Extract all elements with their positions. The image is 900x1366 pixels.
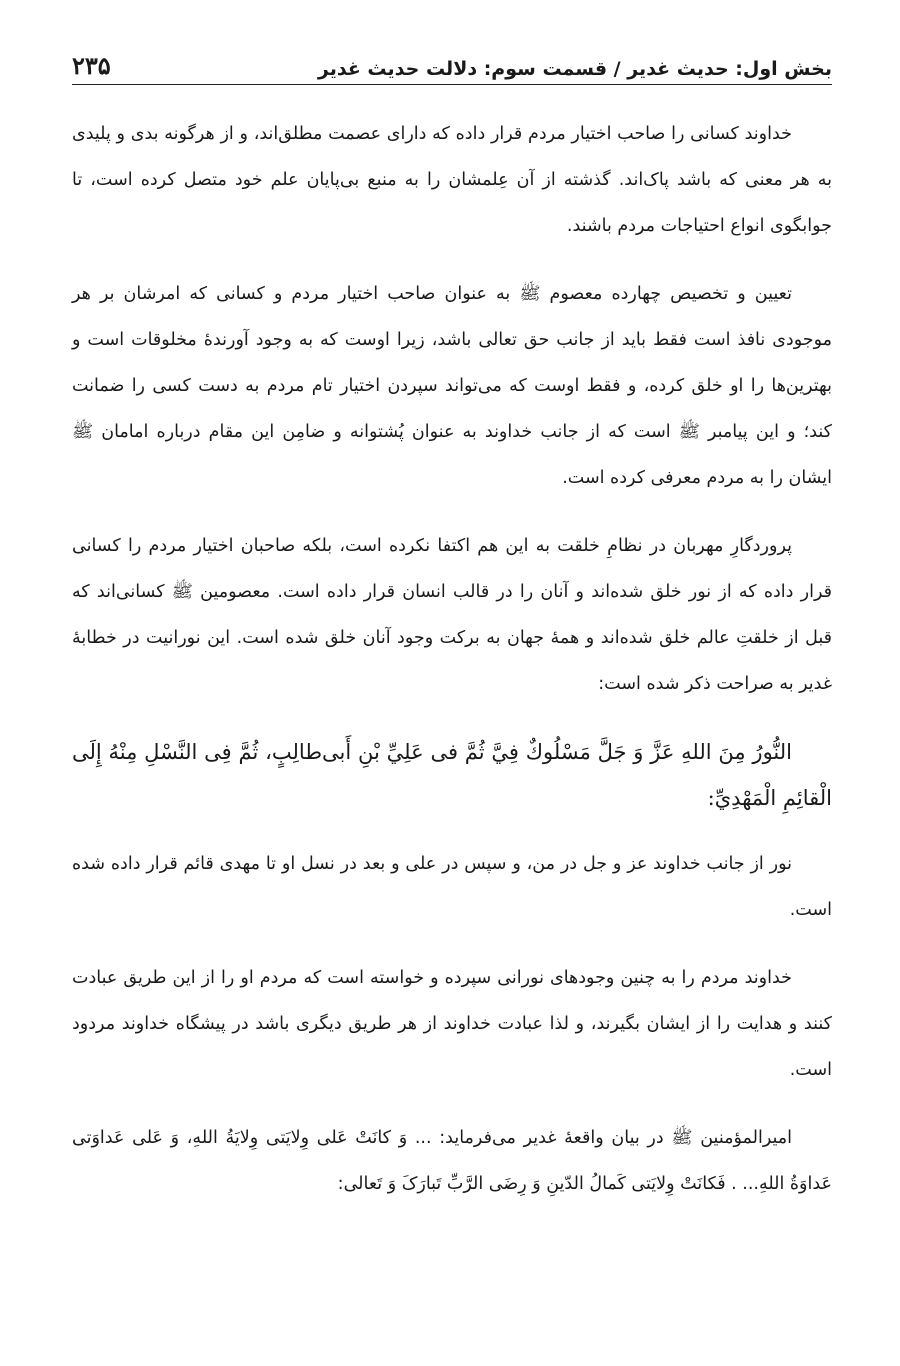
- book-page: [72, 28, 832, 1229]
- paragraph-3: پروردگارِ مهربان در نظامِ خلقت به این هم اکتفا نکرده است، بلکه صاحبان اختیار مردم را کسانی قرار داده که از نور خلق شده‌اند و آنان را در قالب انسان قرار داده است. معصومین ﷺ کسانی‌اند که قبل از خلقتِ عالم خلق شده‌اند و همۀ جهان به برکت وجود آنان خلق شده است. این نورانیت در خطابۀ غدیر به صراحت ذکر شده است:: [72, 536, 832, 694]
- paragraph-5: امیرالمؤمنین ﷺ در بیان واقعۀ غدیر می‌فرماید: ... وَ کانَتْ عَلی وِلایَتی وِلایَةُ اللهِ، وَ عَلی عَداوَتی عَداوَةُ اللهِ... . فَکانَتْ وِلایَتی کَمالُ الدّینِ وَ رِضَی الرَّبِّ تَبارَکَ وَ تَعالی:: [72, 1128, 832, 1194]
- paragraph-4: خداوند مردم را به چنین وجودهای نورانی سپرده و خواسته است که مردم او را از این طریق عبادت کنند و هدایت را از ایشان بگیرند، و لذا عبادت خداوند از هر طریق دیگری باشد در پیشگاه خداوند مردود است.: [72, 968, 832, 1080]
- running-head: بخش اول: حدیث غدیر / قسمت سوم: دلالت حدیث غدیر: [317, 58, 832, 80]
- quote-translation: نور از جانب خداوند عز و جل در من، و سپس در علی و بعد در نسل او تا مهدی قائم قرار داده شده است.: [72, 854, 832, 920]
- page-number: ۲۳۵: [72, 51, 111, 80]
- page-body: [72, 111, 832, 1207]
- paragraph-1: خداوند کسانی را صاحب اختیار مردم قرار داده که دارای عصمت مطلق‌اند، و از هرگونه بدی و پلیدی به هر معنی که باشد پاک‌اند. گذشته از آن عِلمشان را به منبع بی‌پایان علم خود متصل کرده است، تا جوابگوی انواع احتیاجات مردم باشند.: [72, 124, 832, 236]
- page-header: [72, 28, 832, 85]
- paragraph-2: تعیین و تخصیص چهارده معصوم ﷺ به عنوان صاحب اختیار مردم و کسانی که امرشان بر هر موجودی نافذ است فقط باید از جانب حق تعالی باشد، زیرا اوست که به وجود آورندۀ مخلوقات است و بهترین‌ها را او خلق کرده، و فقط اوست که می‌تواند سپردن اختیار تام مردم به دست کسی را ضمانت کند؛ و این پیامبر ﷺ است که از جانب خداوند به عنوان پُشتوانه و ضامِن این مقام درباره امامان ﷺ ایشان را به مردم معرفی کرده است.: [72, 284, 832, 488]
- arabic-quote: النُّورُ مِنَ اللهِ عَزَّ وَ جَلَّ مَسْلُوكٌ فِيَّ ثُمَّ فی عَلِيِّ بْنِ أَبی‌طالِبٍ، ثُمَّ فِی النَّسْلِ مِنْهُ إِلَی الْقائِمِ الْمَهْدِيِّ:: [72, 740, 832, 810]
